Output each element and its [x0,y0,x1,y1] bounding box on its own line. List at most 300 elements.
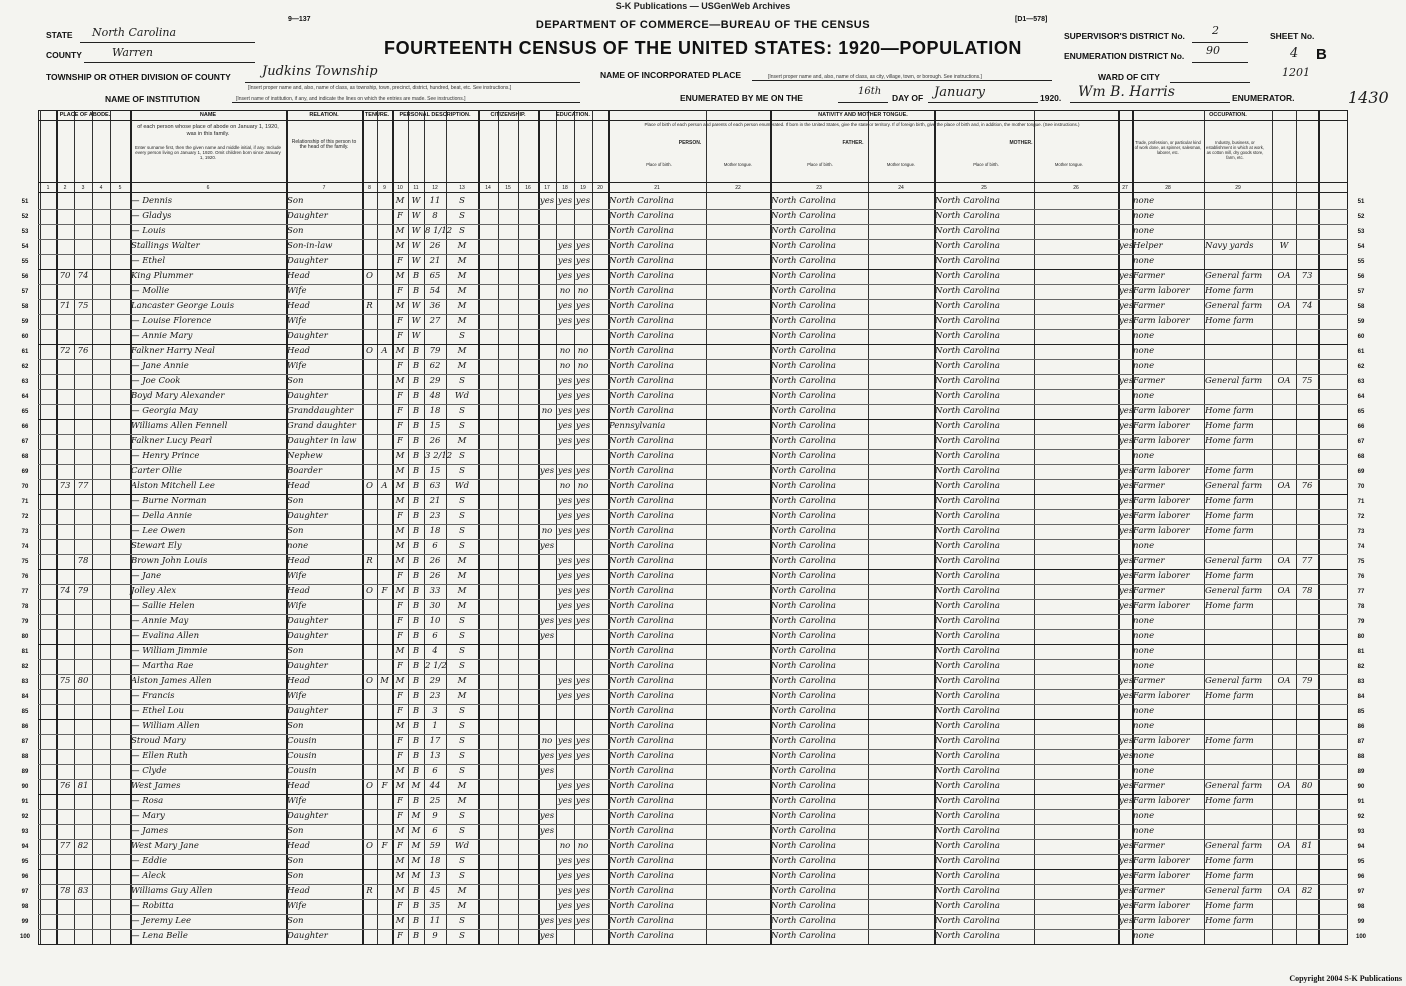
cell-pob: North Carolina [609,481,674,491]
cell-read: yes [557,856,573,866]
cell-pob: North Carolina [609,556,674,566]
cell-occ: Farmer [1133,271,1165,281]
cell-rel: none [287,541,309,551]
cell-fpob: North Carolina [771,286,836,296]
cell-own: O [366,586,373,596]
group-education: EDUCATION. [556,112,590,118]
cell-mar: S [459,826,465,836]
cell-sch: yes [539,826,555,836]
cell-sex: F [397,706,403,716]
line-number-right: 100 [1355,934,1366,940]
cell-pob: North Carolina [609,856,674,866]
cell-occ: Farm laborer [1133,736,1190,746]
cell-rel: Son [287,826,304,836]
cell-own: O [366,346,373,356]
line-number-left: 78 [21,604,29,610]
cell-race: W [411,256,421,266]
cell-rel: Son [287,646,304,656]
cell-rel: Wife [287,901,307,911]
cell-fpob: North Carolina [771,796,836,806]
cell-mpob: North Carolina [935,871,1000,881]
line-number-left: 80 [21,634,29,640]
cell-age: 17 [429,736,441,746]
cell-occ: none [1133,211,1155,221]
cell-race: B [412,661,420,671]
cell-fpob: North Carolina [771,271,836,281]
cell-sch: yes [539,916,555,926]
cell-sex: F [397,661,403,671]
cell-sex: F [397,511,403,521]
cell-sex: F [397,931,403,941]
cell-sex: M [395,541,405,551]
cell-sex: F [397,691,403,701]
ed-value: 90 [1206,44,1220,57]
cell-occ: none [1133,721,1155,731]
cell-race: B [412,346,420,356]
cell-write: yes [575,751,591,761]
cell-mpob: North Carolina [935,271,1000,281]
cell-pob: North Carolina [609,841,674,851]
cell-mar: M [457,316,467,326]
cell-ind: General farm [1205,301,1263,311]
cell-name: — James [131,826,169,836]
cell-race: B [412,541,420,551]
cell-age: 18 [429,856,441,866]
cell-occ: none [1133,226,1155,236]
cell-read: yes [557,271,573,281]
cell-age: 62 [429,361,441,371]
cell-pob: North Carolina [609,226,674,236]
cell-name: Jolley Alex [131,586,177,596]
cell-ind: Home farm [1205,736,1254,746]
cell-rel: Son [287,856,304,866]
cell-eng: yes [1119,676,1134,686]
cell-read: yes [557,556,573,566]
cell-age: 59 [429,841,441,851]
column-number: 14 [485,185,491,191]
cell-mpob: North Carolina [935,931,1000,941]
cell-sex: M [395,886,405,896]
cell-sch: yes [539,631,555,641]
cell-mpob: North Carolina [935,436,1000,446]
cell-mar: S [459,916,465,926]
cell-name: — Ethel [131,256,166,266]
cell-name: — Ellen Ruth [131,751,188,761]
cell-write: no [577,361,589,371]
cell-fpob: North Carolina [771,226,836,236]
cell-race: W [411,196,421,206]
cell-mar: M [457,241,467,251]
cell-dw: 74 [59,586,71,596]
cell-rel: Head [287,586,310,596]
cell-race: B [412,601,420,611]
cell-race: B [412,526,420,536]
cell-ind: Home farm [1205,511,1254,521]
cell-sex: M [395,676,405,686]
cell-own: R [366,556,373,566]
cell-age: 8 [432,211,438,221]
column-number: 4 [99,185,103,191]
cell-mar: M [457,901,467,911]
cell-sch: yes [539,811,555,821]
cell-mpob: North Carolina [935,781,1000,791]
line-number-right: 94 [1357,844,1365,850]
cell-sex: M [395,721,405,731]
cell-ind: Home farm [1205,316,1254,326]
cell-sch: yes [539,196,555,206]
line-number-left: 96 [21,874,29,880]
line-number-right: 75 [1357,559,1365,565]
cell-name: — Georgia May [131,406,198,416]
cell-fpob: North Carolina [771,706,836,716]
cell-sch: yes [539,766,555,776]
occupation-industry-head: Industry, business, or establishment in which at work, as cotton mill, dry goods store, farm, etc. [1206,140,1264,160]
cell-mar: S [459,616,465,626]
cell-occ: Farm laborer [1133,796,1190,806]
cell-occ: Farm laborer [1133,856,1190,866]
line-number-right: 76 [1357,574,1365,580]
cell-occ: none [1133,256,1155,266]
group-nativity: NATIVITY AND MOTHER TONGUE. [818,112,908,118]
cell-eng: yes [1119,796,1134,806]
cell-ind: General farm [1205,676,1263,686]
cell-race: B [412,916,420,926]
cell-age: 11 [429,916,441,926]
cell-mpob: North Carolina [935,376,1000,386]
cell-age: 35 [429,901,441,911]
cell-race: B [412,511,420,521]
cell-mpob: North Carolina [935,676,1000,686]
enumerator-label: ENUMERATOR. [1232,93,1295,103]
cell-age: 6 [432,631,438,641]
county-value: Warren [112,46,154,59]
cell-mar: S [459,376,465,386]
cell-ind: Home farm [1205,286,1254,296]
cell-name: — Robitta [131,901,174,911]
cell-rel: Daughter [287,706,328,716]
cell-eng: yes [1119,511,1134,521]
cell-read: yes [557,496,573,506]
cell-age: 11 [429,196,441,206]
line-number-right: 55 [1357,259,1365,265]
cell-name: — Henry Prince [131,451,200,461]
cell-occ: Farm laborer [1133,511,1190,521]
cell-pob: North Carolina [609,436,674,446]
cell-name: — Lena Belle [131,931,188,941]
column-number: 6 [206,185,210,191]
cell-fpob: North Carolina [771,526,836,536]
cell-write: yes [575,601,591,611]
cell-age: 23 [429,511,441,521]
line-number-right: 56 [1357,274,1365,280]
cell-fpob: North Carolina [771,721,836,731]
cell-race: B [412,556,420,566]
cell-eng: yes [1119,556,1134,566]
cell-mpob: North Carolina [935,721,1000,731]
grid-header-line [38,182,1348,183]
cell-sex: M [395,646,405,656]
cell-pob: North Carolina [609,466,674,476]
cell-farm: 79 [1301,676,1313,686]
cell-sex: M [395,826,405,836]
cell-eng: yes [1119,781,1134,791]
cell-ind: Navy yards [1205,241,1254,251]
line-number-right: 85 [1357,709,1365,715]
cell-pob: North Carolina [609,541,674,551]
group-personal-description: PERSONAL DESCRIPTION. [399,112,471,118]
cell-occ: Farm laborer [1133,286,1190,296]
cell-sex: M [395,196,405,206]
cell-read: yes [557,751,573,761]
cell-fpob: North Carolina [771,826,836,836]
cell-fam: 75 [77,301,89,311]
column-number: 15 [505,185,511,191]
column-number: 29 [1235,185,1241,191]
line-number-right: 66 [1357,424,1365,430]
line-number-left: 81 [21,649,29,655]
line-number-left: 73 [21,529,29,535]
column-number: 13 [459,185,465,191]
cell-ind: Home farm [1205,466,1254,476]
grid-vertical-line [706,110,707,945]
copyright-notice: Copyright 2004 S-K Publications [1289,974,1402,983]
line-number-right: 54 [1357,244,1365,250]
cell-age: 33 [429,586,441,596]
cell-fpob: North Carolina [771,361,836,371]
cell-age: 26 [429,556,441,566]
cell-name: — Jane [131,571,162,581]
cell-age: 8 1/12 [425,226,453,236]
cell-sex: M [395,481,405,491]
cell-fpob: North Carolina [771,316,836,326]
cell-read: no [559,841,571,851]
cell-age: 79 [429,346,441,356]
cell-race: B [412,406,420,416]
cell-sex: F [397,571,403,581]
cell-mpob: North Carolina [935,796,1000,806]
cell-mpob: North Carolina [935,601,1000,611]
group-place-of-abode: PLACE OF ABODE. [59,112,111,118]
cell-mpob: North Carolina [935,886,1000,896]
cell-pob: North Carolina [609,661,674,671]
cell-mpob: North Carolina [935,706,1000,716]
grid-vertical-line [478,110,480,945]
line-number-right: 59 [1357,319,1365,325]
cell-sex: F [397,631,403,641]
form-number-right: [D1—578] [1015,16,1048,23]
line-number-left: 88 [21,754,29,760]
cell-occ: Farmer [1133,556,1165,566]
column-number: 2 [63,185,67,191]
cell-name: — Jane Annie [131,361,189,371]
cell-race: B [412,691,420,701]
cell-eng: yes [1119,736,1134,746]
cell-write: yes [575,781,591,791]
cell-name: — Clyde [131,766,167,776]
cell-fpob: North Carolina [771,481,836,491]
line-number-left: 77 [21,589,29,595]
cell-mort: F [381,586,388,596]
group-relation: RELATION. [309,112,339,118]
cell-race: M [411,811,421,821]
cell-farm: 74 [1301,301,1313,311]
cell-rel: Head [287,346,310,356]
cell-own: O [366,481,373,491]
cell-sch: yes [539,616,555,626]
cell-fpob: North Carolina [771,466,836,476]
cell-race: M [411,826,421,836]
line-number-right: 73 [1357,529,1365,535]
line-number-right: 79 [1357,619,1365,625]
grid-vertical-line [92,110,93,945]
cell-mar: S [459,751,465,761]
cell-sch: yes [539,931,555,941]
cell-mar: M [457,301,467,311]
cell-mar: S [459,811,465,821]
cell-fpob: North Carolina [771,421,836,431]
cell-occ: none [1133,811,1155,821]
line-number-left: 85 [21,709,29,715]
cell-mar: S [459,661,465,671]
cell-sex: F [397,736,403,746]
cell-fpob: North Carolina [771,931,836,941]
cell-pob: North Carolina [609,796,674,806]
cell-pob: North Carolina [609,781,674,791]
cell-occ: Farm laborer [1133,526,1190,536]
cell-race: B [412,451,420,461]
line-number-right: 95 [1357,859,1365,865]
cell-read: yes [557,436,573,446]
cell-age: 26 [429,571,441,581]
column-number: 27 [1122,185,1128,191]
column-number: 8 [368,185,371,191]
line-number-left: 70 [21,484,29,490]
cell-pob: North Carolina [609,331,674,341]
cell-eng: yes [1119,691,1134,701]
cell-age: 29 [429,376,441,386]
cell-occ: Farm laborer [1133,601,1190,611]
cell-occ: none [1133,766,1155,776]
cell-pob: North Carolina [609,676,674,686]
line-number-right: 61 [1357,349,1365,355]
cell-write: yes [575,511,591,521]
cell-cls: OA [1277,481,1291,491]
cell-cls: OA [1277,886,1291,896]
cell-read: yes [557,316,573,326]
cell-name: Stallings Walter [131,241,200,251]
cell-name: — Eddie [131,856,168,866]
cell-pob: North Carolina [609,736,674,746]
cell-pob: North Carolina [609,886,674,896]
cell-mpob: North Carolina [935,736,1000,746]
cell-fpob: North Carolina [771,571,836,581]
cell-mar: S [459,931,465,941]
column-number: 26 [1073,185,1079,191]
cell-name: — Martha Rae [131,661,194,671]
cell-cls: OA [1277,676,1291,686]
cell-dw: 71 [59,301,71,311]
cell-rel: Wife [287,571,307,581]
cell-race: B [412,376,420,386]
cell-occ: none [1133,751,1155,761]
cell-race: B [412,736,420,746]
township-value: Judkins Township [262,64,378,79]
cell-read: yes [557,676,573,686]
occupation-trade-head: Trade, profession, or particular kind of work done, as spinner, salesman, laborer, etc. [1134,140,1202,155]
cell-rel: Head [287,886,310,896]
cell-fam: 80 [77,676,89,686]
cell-age: 30 [429,601,441,611]
cell-ind: Home farm [1205,526,1254,536]
cell-farm: 76 [1301,481,1313,491]
cell-sex: F [397,616,403,626]
cell-fpob: North Carolina [771,541,836,551]
cell-mar: S [459,631,465,641]
cell-mar: S [459,871,465,881]
cell-rel: Wife [287,316,307,326]
cell-race: M [411,856,421,866]
cell-sex: F [397,796,403,806]
cell-pob: North Carolina [609,916,674,926]
grid-vertical-line [868,110,869,945]
group-name: NAME [199,112,217,118]
cell-occ: Farmer [1133,781,1165,791]
grid-vertical-line [362,110,364,945]
relation-column-text: Relationship of this person to the head of the family. [291,139,357,150]
line-number-left: 51 [21,199,29,205]
line-number-right: 92 [1357,814,1365,820]
line-number-left: 98 [21,904,29,910]
cell-name: — Lee Owen [131,526,186,536]
cell-read: yes [557,781,573,791]
line-number-right: 97 [1357,889,1365,895]
grid-vertical-line [518,110,519,945]
margin-number: 1430 [1348,88,1389,107]
cell-sex: M [395,226,405,236]
cell-mpob: North Carolina [935,331,1000,341]
cell-sex: M [395,301,405,311]
cell-race: M [411,781,421,791]
cell-read: yes [557,796,573,806]
cell-read: yes [557,511,573,521]
cell-sex: F [397,436,403,446]
cell-pob: North Carolina [609,496,674,506]
cell-pob: North Carolina [609,601,674,611]
cell-ind: Home farm [1205,856,1254,866]
cell-rel: Daughter [287,931,328,941]
cell-mar: S [459,466,465,476]
cell-mpob: North Carolina [935,856,1000,866]
cell-mpob: North Carolina [935,766,1000,776]
township-label: TOWNSHIP OR OTHER DIVISION OF COUNTY [46,72,231,82]
cell-fam: 76 [77,346,89,356]
cell-fpob: North Carolina [771,691,836,701]
cell-dw: 70 [59,271,71,281]
cell-race: B [412,586,420,596]
cell-name: — Francis [131,691,175,701]
cell-mpob: North Carolina [935,451,1000,461]
cell-ind: Home farm [1205,901,1254,911]
state-label: STATE [46,30,73,40]
cell-rel: Wife [287,286,307,296]
line-number-right: 86 [1357,724,1365,730]
cell-write: yes [575,406,591,416]
cell-ind: Home farm [1205,601,1254,611]
cell-dw: 75 [59,676,71,686]
institution-note: [Insert name of institution, if any, and indicate the lines on which the entries are made. See instructions.] [236,96,466,102]
cell-read: yes [557,616,573,626]
cell-mar: S [459,511,465,521]
